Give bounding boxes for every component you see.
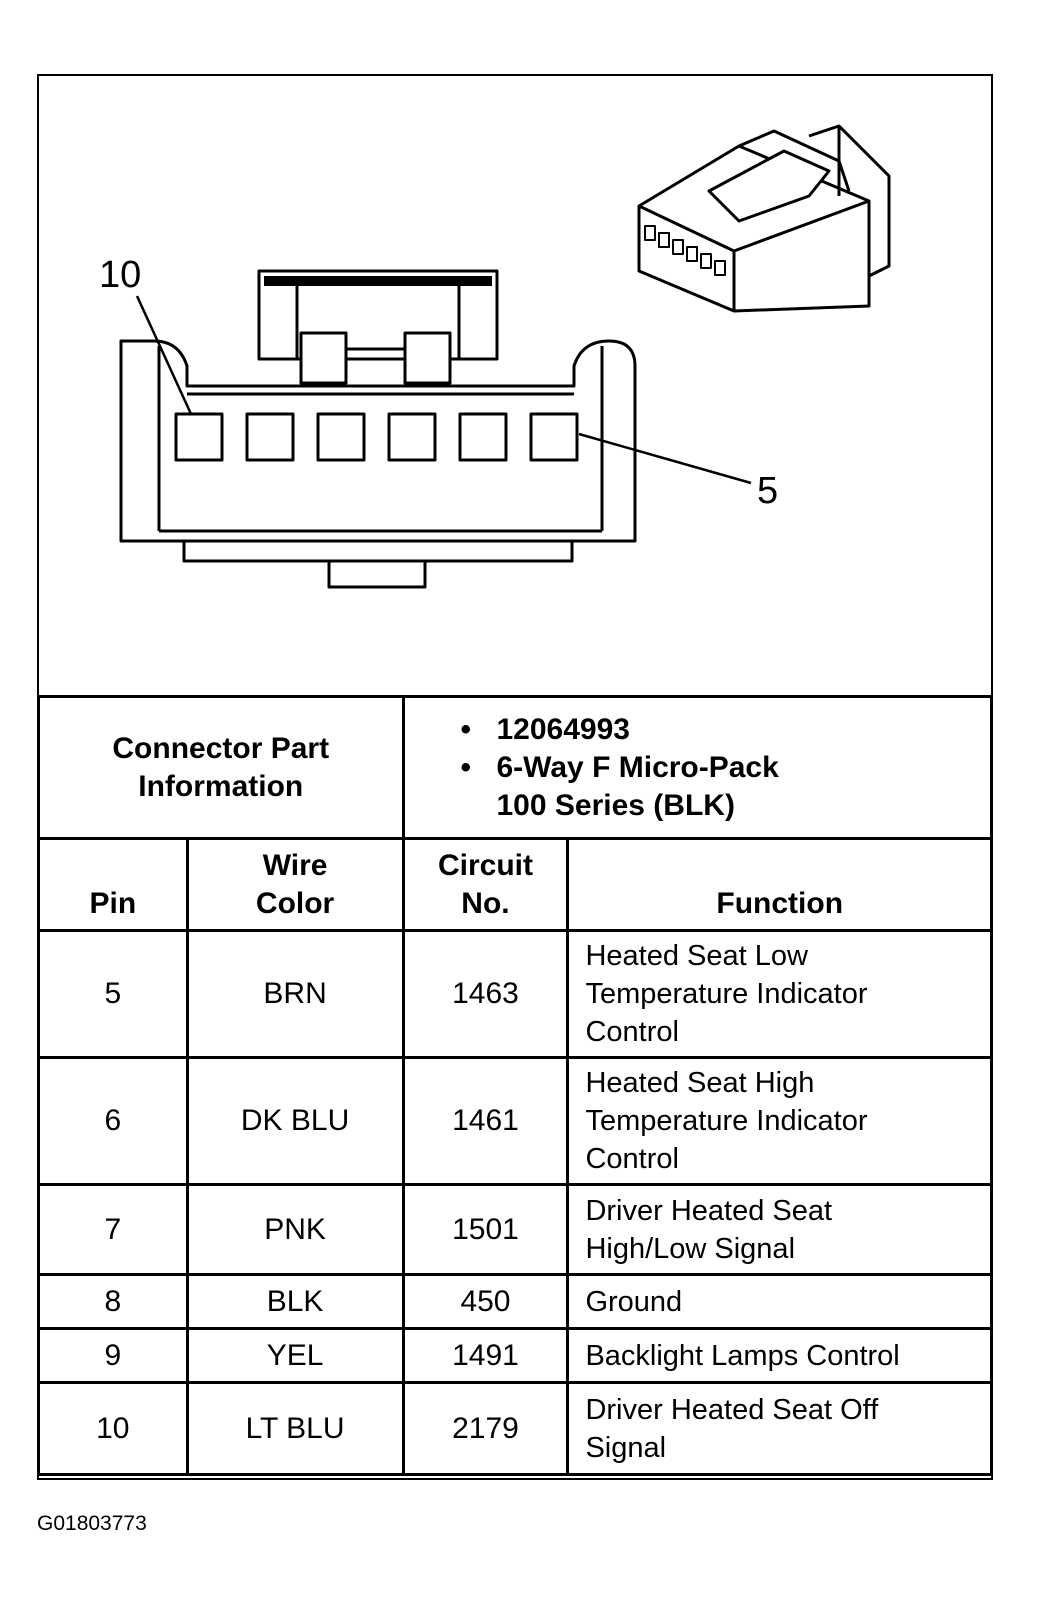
table-row xyxy=(39,1383,992,1475)
function-cell: Driver Heated Seat Off Signal xyxy=(568,1383,992,1475)
pin-header: Pin xyxy=(39,839,188,931)
wire-color-cell: BLK xyxy=(187,1275,403,1329)
function-cell: Heated Seat Low Temperature Indicator Control xyxy=(568,931,992,1058)
wire-color-header: Wire Color xyxy=(187,839,403,931)
wire-color-cell: YEL xyxy=(187,1329,403,1383)
pin-cell: 5 xyxy=(39,931,188,1058)
function-cell: Backlight Lamps Control xyxy=(568,1329,992,1383)
connector-info-details xyxy=(403,697,992,839)
function-cell: Driver Heated Seat High/Low Signal xyxy=(568,1185,992,1275)
circuit-cell: 1491 xyxy=(403,1329,568,1383)
connector-type: • 6-Way F Micro-Pack xyxy=(461,749,991,787)
figure-id: G01803773 xyxy=(37,1512,147,1535)
function-cell: Heated Seat High Temperature Indicator Control xyxy=(568,1058,992,1185)
table-row xyxy=(39,1275,992,1329)
pin-cell: 8 xyxy=(39,1275,188,1329)
pin-5-callout: 5 xyxy=(757,470,779,512)
connector-frame xyxy=(37,74,993,1480)
pin-10-callout: 10 xyxy=(99,254,142,296)
wire-color-cell: DK BLU xyxy=(187,1058,403,1185)
table-row xyxy=(39,1058,992,1185)
function-header: Function xyxy=(568,839,992,931)
wire-color-cell: BRN xyxy=(187,931,403,1058)
circuit-cell: 450 xyxy=(403,1275,568,1329)
pin-cell: 6 xyxy=(39,1058,188,1185)
wire-color-cell: LT BLU xyxy=(187,1383,403,1475)
pin-cell: 9 xyxy=(39,1329,188,1383)
circuit-cell: 2179 xyxy=(403,1383,568,1475)
circuit-cell: 1501 xyxy=(403,1185,568,1275)
circuit-cell: 1461 xyxy=(403,1058,568,1185)
connector-diagram xyxy=(39,76,991,696)
pin-cell: 7 xyxy=(39,1185,188,1275)
table-row xyxy=(39,931,992,1058)
pin-cell: 10 xyxy=(39,1383,188,1475)
table-header-row xyxy=(39,839,992,931)
connector-series: 100 Series (BLK) xyxy=(496,788,735,822)
connector-info-row xyxy=(39,697,992,839)
table-row xyxy=(39,1329,992,1383)
wire-color-cell: PNK xyxy=(187,1185,403,1275)
connector-info-label: Connector Part Information xyxy=(39,697,404,839)
circuit-cell: 1463 xyxy=(403,931,568,1058)
connector-face-drawing xyxy=(39,76,991,696)
function-cell: Ground xyxy=(568,1275,992,1329)
circuit-header: Circuit No. xyxy=(403,839,568,931)
connector-part-number: • 12064993 xyxy=(461,711,991,749)
table-row xyxy=(39,1185,992,1275)
connector-pinout-table xyxy=(37,695,993,1476)
